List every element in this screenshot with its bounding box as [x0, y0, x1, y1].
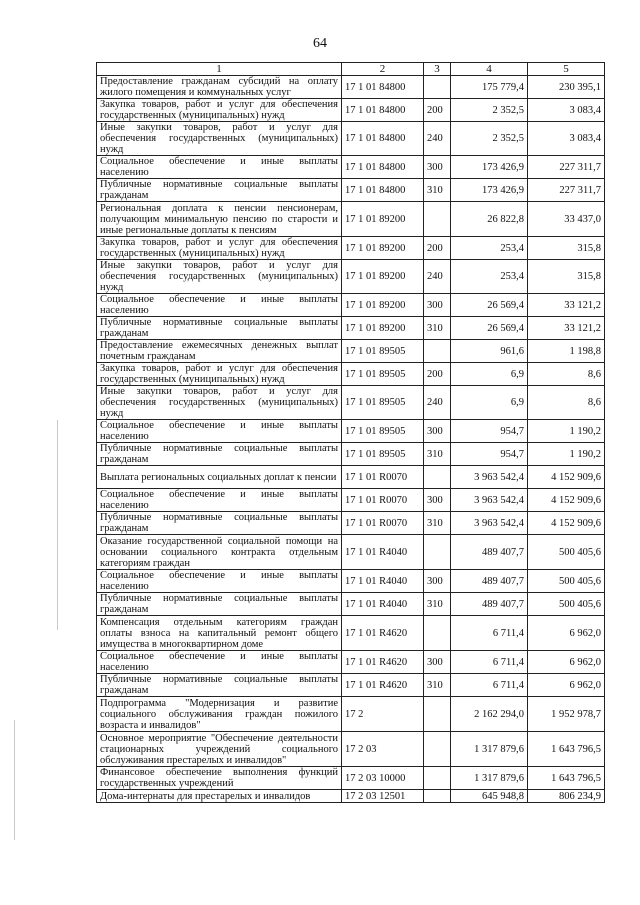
table-row — [97, 593, 605, 616]
row-name-cell: Иные закупки товаров, работ и услуг для обеспечения государственных (муниципальных) нужд — [97, 260, 342, 294]
row-amount-2-cell: 6 962,0 — [528, 651, 605, 674]
row-amount-2-cell: 500 405,6 — [528, 593, 605, 616]
row-amount-2-cell: 4 152 909,6 — [528, 466, 605, 489]
table-row — [97, 294, 605, 317]
row-name-cell: Социальное обеспечение и иные выплаты населению — [97, 156, 342, 179]
row-expense-type-cell: 300 — [424, 489, 451, 512]
row-amount-2-cell: 33 437,0 — [528, 202, 605, 237]
row-code-cell: 17 1 01 84800 — [342, 122, 424, 156]
row-amount-1-cell: 3 963 542,4 — [451, 466, 528, 489]
row-amount-2-cell: 1 952 978,7 — [528, 697, 605, 732]
row-amount-1-cell: 489 407,7 — [451, 593, 528, 616]
row-name-cell: Иные закупки товаров, работ и услуг для обеспечения государственных (муниципальных) нужд — [97, 386, 342, 420]
row-amount-2-cell: 315,8 — [528, 237, 605, 260]
row-code-cell: 17 2 — [342, 697, 424, 732]
row-amount-1-cell: 954,7 — [451, 443, 528, 466]
row-expense-type-cell: 200 — [424, 237, 451, 260]
table-row — [97, 466, 605, 489]
row-amount-1-cell: 253,4 — [451, 237, 528, 260]
row-code-cell: 17 1 01 89200 — [342, 260, 424, 294]
column-header-4: 4 — [451, 63, 528, 76]
column-header-3: 3 — [424, 63, 451, 76]
row-amount-1-cell: 954,7 — [451, 420, 528, 443]
table-row — [97, 443, 605, 466]
row-amount-1-cell: 3 963 542,4 — [451, 512, 528, 535]
row-expense-type-cell: 200 — [424, 99, 451, 122]
row-code-cell: 17 1 01 89200 — [342, 294, 424, 317]
row-name-cell: Публичные нормативные социальные выплаты гражданам — [97, 317, 342, 340]
row-amount-2-cell: 6 962,0 — [528, 674, 605, 697]
row-expense-type-cell: 310 — [424, 512, 451, 535]
row-amount-1-cell: 1 317 879,6 — [451, 732, 528, 767]
table-row — [97, 386, 605, 420]
row-name-cell: Подпрограмма "Модернизация и развитие социального обслуживания граждан пожилого возраста и инвалидов" — [97, 697, 342, 732]
table-row — [97, 651, 605, 674]
table-row — [97, 363, 605, 386]
row-name-cell: Публичные нормативные социальные выплаты гражданам — [97, 674, 342, 697]
table-row — [97, 202, 605, 237]
table-row — [97, 570, 605, 593]
row-expense-type-cell: 310 — [424, 317, 451, 340]
row-amount-1-cell: 489 407,7 — [451, 570, 528, 593]
row-code-cell: 17 1 01 R0070 — [342, 466, 424, 489]
row-code-cell: 17 2 03 12501 — [342, 790, 424, 803]
row-code-cell: 17 1 01 R0070 — [342, 512, 424, 535]
row-name-cell: Предоставление гражданам субсидий на оплату жилого помещения и коммунальных услуг — [97, 76, 342, 99]
row-code-cell: 17 1 01 84800 — [342, 156, 424, 179]
row-expense-type-cell: 300 — [424, 570, 451, 593]
table-row — [97, 697, 605, 732]
row-expense-type-cell — [424, 202, 451, 237]
column-header-2: 2 — [342, 63, 424, 76]
row-name-cell: Финансовое обеспечение выполнения функций государственных учреждений — [97, 767, 342, 790]
row-code-cell: 17 1 01 R4620 — [342, 674, 424, 697]
row-code-cell: 17 2 03 10000 — [342, 767, 424, 790]
row-name-cell: Дома-интернаты для престарелых и инвалидов — [97, 790, 342, 803]
row-amount-1-cell: 6 711,4 — [451, 651, 528, 674]
table-row — [97, 179, 605, 202]
row-code-cell: 17 1 01 R4040 — [342, 535, 424, 570]
row-expense-type-cell: 200 — [424, 363, 451, 386]
row-code-cell: 17 1 01 R4040 — [342, 570, 424, 593]
row-expense-type-cell — [424, 340, 451, 363]
row-amount-1-cell: 175 779,4 — [451, 76, 528, 99]
row-amount-2-cell: 4 152 909,6 — [528, 489, 605, 512]
row-expense-type-cell: 310 — [424, 179, 451, 202]
row-code-cell: 17 2 03 — [342, 732, 424, 767]
row-amount-1-cell: 6,9 — [451, 363, 528, 386]
row-name-cell: Основное мероприятие "Обеспечение деятельности стационарных учреждений социального обслуживания престарелых и инвалидов" — [97, 732, 342, 767]
row-amount-1-cell: 1 317 879,6 — [451, 767, 528, 790]
table-row — [97, 420, 605, 443]
row-code-cell: 17 1 01 84800 — [342, 99, 424, 122]
row-code-cell: 17 1 01 84800 — [342, 179, 424, 202]
table-row — [97, 237, 605, 260]
row-amount-1-cell: 173 426,9 — [451, 179, 528, 202]
page-number: 64 — [313, 36, 327, 51]
row-amount-1-cell: 253,4 — [451, 260, 528, 294]
row-amount-2-cell: 1 190,2 — [528, 420, 605, 443]
row-name-cell: Социальное обеспечение и иные выплаты населению — [97, 420, 342, 443]
row-expense-type-cell: 300 — [424, 651, 451, 674]
row-amount-2-cell: 6 962,0 — [528, 616, 605, 651]
row-expense-type-cell — [424, 767, 451, 790]
row-amount-2-cell: 1 643 796,5 — [528, 732, 605, 767]
row-expense-type-cell: 240 — [424, 386, 451, 420]
row-amount-2-cell: 230 395,1 — [528, 76, 605, 99]
row-expense-type-cell — [424, 535, 451, 570]
row-amount-2-cell: 500 405,6 — [528, 570, 605, 593]
row-name-cell: Социальное обеспечение и иные выплаты населению — [97, 294, 342, 317]
row-amount-1-cell: 2 162 294,0 — [451, 697, 528, 732]
row-amount-2-cell: 227 311,7 — [528, 156, 605, 179]
row-amount-1-cell: 173 426,9 — [451, 156, 528, 179]
row-code-cell: 17 1 01 R4040 — [342, 593, 424, 616]
column-header-5: 5 — [528, 63, 605, 76]
row-name-cell: Закупка товаров, работ и услуг для обеспечения государственных (муниципальных) нужд — [97, 99, 342, 122]
row-name-cell: Социальное обеспечение и иные выплаты населению — [97, 651, 342, 674]
table-header-row — [97, 63, 605, 76]
row-expense-type-cell: 300 — [424, 420, 451, 443]
row-expense-type-cell — [424, 790, 451, 803]
row-name-cell: Социальное обеспечение и иные выплаты населению — [97, 489, 342, 512]
table-row — [97, 156, 605, 179]
row-code-cell: 17 1 01 R0070 — [342, 489, 424, 512]
scan-edge-mark — [57, 420, 58, 630]
row-code-cell: 17 1 01 89200 — [342, 237, 424, 260]
row-code-cell: 17 1 01 R4620 — [342, 616, 424, 651]
table-row — [97, 76, 605, 99]
row-expense-type-cell: 310 — [424, 674, 451, 697]
row-amount-1-cell: 2 352,5 — [451, 122, 528, 156]
table-row — [97, 340, 605, 363]
row-amount-2-cell: 315,8 — [528, 260, 605, 294]
row-expense-type-cell — [424, 616, 451, 651]
row-name-cell: Региональная доплата к пенсии пенсионерам, получающим минимальную пенсию по старости и иные региональные доплаты к пенсиям — [97, 202, 342, 237]
row-amount-1-cell: 3 963 542,4 — [451, 489, 528, 512]
row-amount-2-cell: 1 190,2 — [528, 443, 605, 466]
row-amount-2-cell: 8,6 — [528, 386, 605, 420]
row-name-cell: Публичные нормативные социальные выплаты гражданам — [97, 512, 342, 535]
row-amount-2-cell: 33 121,2 — [528, 317, 605, 340]
row-expense-type-cell: 310 — [424, 593, 451, 616]
row-expense-type-cell — [424, 466, 451, 489]
table-row — [97, 122, 605, 156]
row-expense-type-cell — [424, 732, 451, 767]
row-amount-1-cell: 26 569,4 — [451, 317, 528, 340]
row-name-cell: Публичные нормативные социальные выплаты гражданам — [97, 179, 342, 202]
row-expense-type-cell: 310 — [424, 443, 451, 466]
table-row — [97, 732, 605, 767]
row-name-cell: Иные закупки товаров, работ и услуг для обеспечения государственных (муниципальных) нужд — [97, 122, 342, 156]
row-code-cell: 17 1 01 89505 — [342, 443, 424, 466]
row-expense-type-cell: 240 — [424, 260, 451, 294]
row-name-cell: Социальное обеспечение и иные выплаты населению — [97, 570, 342, 593]
row-amount-2-cell: 33 121,2 — [528, 294, 605, 317]
row-amount-2-cell: 500 405,6 — [528, 535, 605, 570]
row-amount-1-cell: 2 352,5 — [451, 99, 528, 122]
table-row — [97, 317, 605, 340]
budget-table — [96, 62, 605, 803]
row-code-cell: 17 1 01 89505 — [342, 420, 424, 443]
row-expense-type-cell: 300 — [424, 294, 451, 317]
table-row — [97, 99, 605, 122]
row-code-cell: 17 1 01 89505 — [342, 340, 424, 363]
row-amount-2-cell: 227 311,7 — [528, 179, 605, 202]
row-name-cell: Закупка товаров, работ и услуг для обеспечения государственных (муниципальных) нужд — [97, 237, 342, 260]
row-amount-2-cell: 1 198,8 — [528, 340, 605, 363]
row-expense-type-cell — [424, 76, 451, 99]
row-amount-2-cell: 4 152 909,6 — [528, 512, 605, 535]
row-name-cell: Оказание государственной социальной помощи на основании социального контракта отдельным категориям граждан — [97, 535, 342, 570]
row-name-cell: Публичные нормативные социальные выплаты гражданам — [97, 593, 342, 616]
row-code-cell: 17 1 01 89200 — [342, 317, 424, 340]
row-amount-1-cell: 6 711,4 — [451, 674, 528, 697]
column-header-1: 1 — [97, 63, 342, 76]
table-row — [97, 512, 605, 535]
row-amount-1-cell: 961,6 — [451, 340, 528, 363]
scan-edge-mark — [14, 720, 15, 840]
table-row — [97, 674, 605, 697]
row-amount-2-cell: 3 083,4 — [528, 122, 605, 156]
row-amount-1-cell: 6,9 — [451, 386, 528, 420]
row-name-cell: Компенсация отдельным категориям граждан оплаты взноса на капитальный ремонт общего имущества в многоквартирном доме — [97, 616, 342, 651]
row-amount-1-cell: 26 822,8 — [451, 202, 528, 237]
table-row — [97, 616, 605, 651]
table-row — [97, 767, 605, 790]
row-code-cell: 17 1 01 R4620 — [342, 651, 424, 674]
table-row — [97, 790, 605, 803]
row-amount-2-cell: 3 083,4 — [528, 99, 605, 122]
row-name-cell: Публичные нормативные социальные выплаты гражданам — [97, 443, 342, 466]
row-amount-1-cell: 6 711,4 — [451, 616, 528, 651]
row-expense-type-cell: 300 — [424, 156, 451, 179]
row-amount-1-cell: 489 407,7 — [451, 535, 528, 570]
row-expense-type-cell: 240 — [424, 122, 451, 156]
row-amount-2-cell: 806 234,9 — [528, 790, 605, 803]
row-name-cell: Выплата региональных социальных доплат к пенсии — [97, 466, 342, 489]
row-code-cell: 17 1 01 84800 — [342, 76, 424, 99]
row-name-cell: Предоставление ежемесячных денежных выплат почетным гражданам — [97, 340, 342, 363]
row-amount-1-cell: 645 948,8 — [451, 790, 528, 803]
row-name-cell: Закупка товаров, работ и услуг для обеспечения государственных (муниципальных) нужд — [97, 363, 342, 386]
table-row — [97, 260, 605, 294]
row-amount-1-cell: 26 569,4 — [451, 294, 528, 317]
row-code-cell: 17 1 01 89505 — [342, 386, 424, 420]
row-expense-type-cell — [424, 697, 451, 732]
row-code-cell: 17 1 01 89505 — [342, 363, 424, 386]
table-row — [97, 489, 605, 512]
row-amount-2-cell: 1 643 796,5 — [528, 767, 605, 790]
row-amount-2-cell: 8,6 — [528, 363, 605, 386]
table-row — [97, 535, 605, 570]
row-code-cell: 17 1 01 89200 — [342, 202, 424, 237]
